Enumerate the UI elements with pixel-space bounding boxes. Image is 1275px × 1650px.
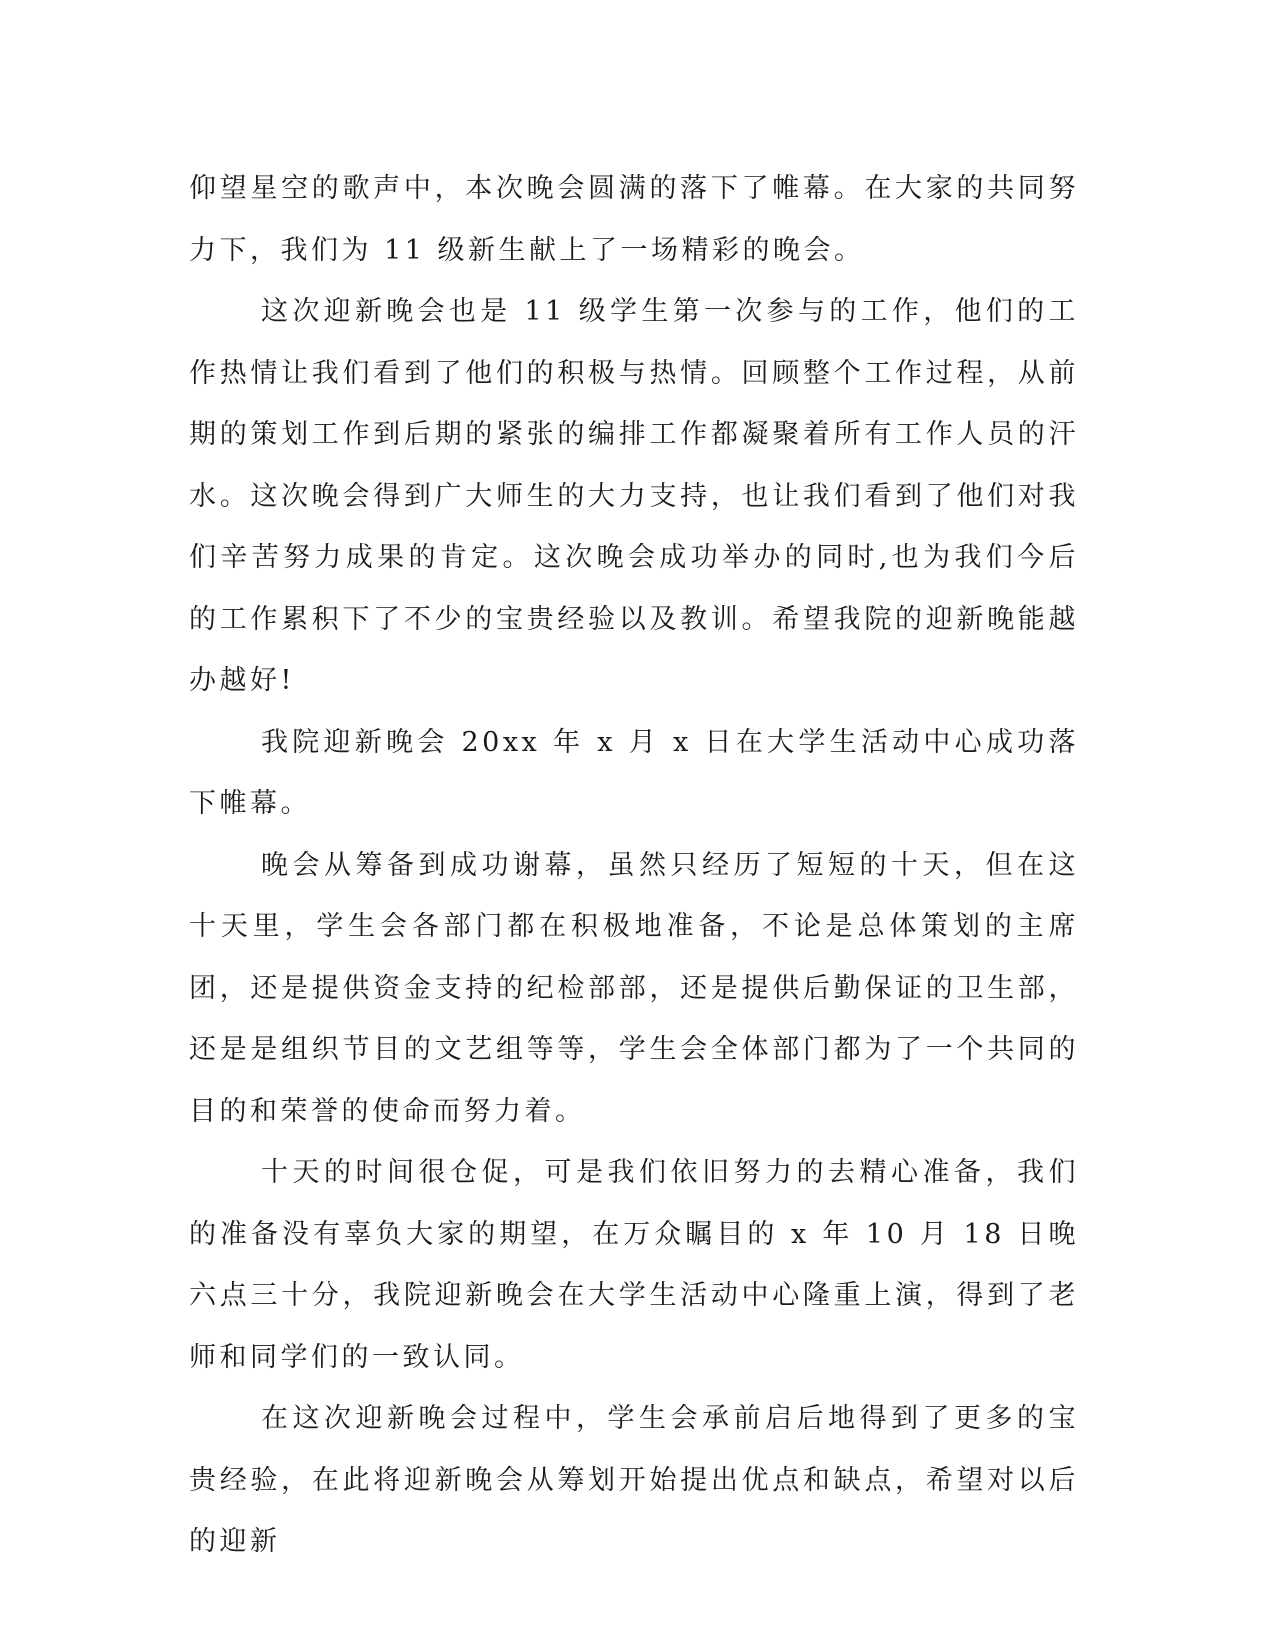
paragraph-5: 十天的时间很仓促，可是我们依旧努力的去精心准备，我们的准备没有辜负大家的期望，在万众瞩目的 x 年 10 月 18 日晚六点三十分，我院迎新晚会在大学生活动中心隆重上演，得到了老师和同学们的一致认同。	[189, 1157, 1079, 1373]
paragraph-4: 晚会从筹备到成功谢幕，虽然只经历了短短的十天，但在这十天里，学生会各部门都在积极地准备，不论是总体策划的主席团，还是提供资金支持的纪检部部，还是提供后勤保证的卫生部，还是是组织节目的文艺组等等，学生会全体部门都为了一个共同的目的和荣誉的使命而努力着。	[189, 849, 1079, 1127]
paragraph-3: 我院迎新晚会 20xx 年 x 月 x 日在大学生活动中心成功落下帷幕。	[189, 726, 1079, 819]
paragraph-6: 在这次迎新晚会过程中，学生会承前启后地得到了更多的宝贵经验，在此将迎新晚会从筹划开始提出优点和缺点，希望对以后的迎新	[189, 1403, 1079, 1557]
paragraph-1: 仰望星空的歌声中，本次晚会圆满的落下了帷幕。在大家的共同努力下，我们为 11 级新生献上了一场精彩的晚会。	[189, 173, 1079, 266]
paragraph-2: 这次迎新晚会也是 11 级学生第一次参与的工作，他们的工作热情让我们看到了他们的积极与热情。回顾整个工作过程，从前期的策划工作到后期的紧张的编排工作都凝聚着所有工作人员的汗水。这次晚会得到广大师生的大力支持，也让我们看到了他们对我们辛苦努力成果的肯定。这次晚会成功举办的同时,也为我们今后的工作累积下了不少的宝贵经验以及教训。希望我院的迎新晚能越办越好!	[189, 296, 1079, 696]
document-body	[189, 158, 1079, 1573]
